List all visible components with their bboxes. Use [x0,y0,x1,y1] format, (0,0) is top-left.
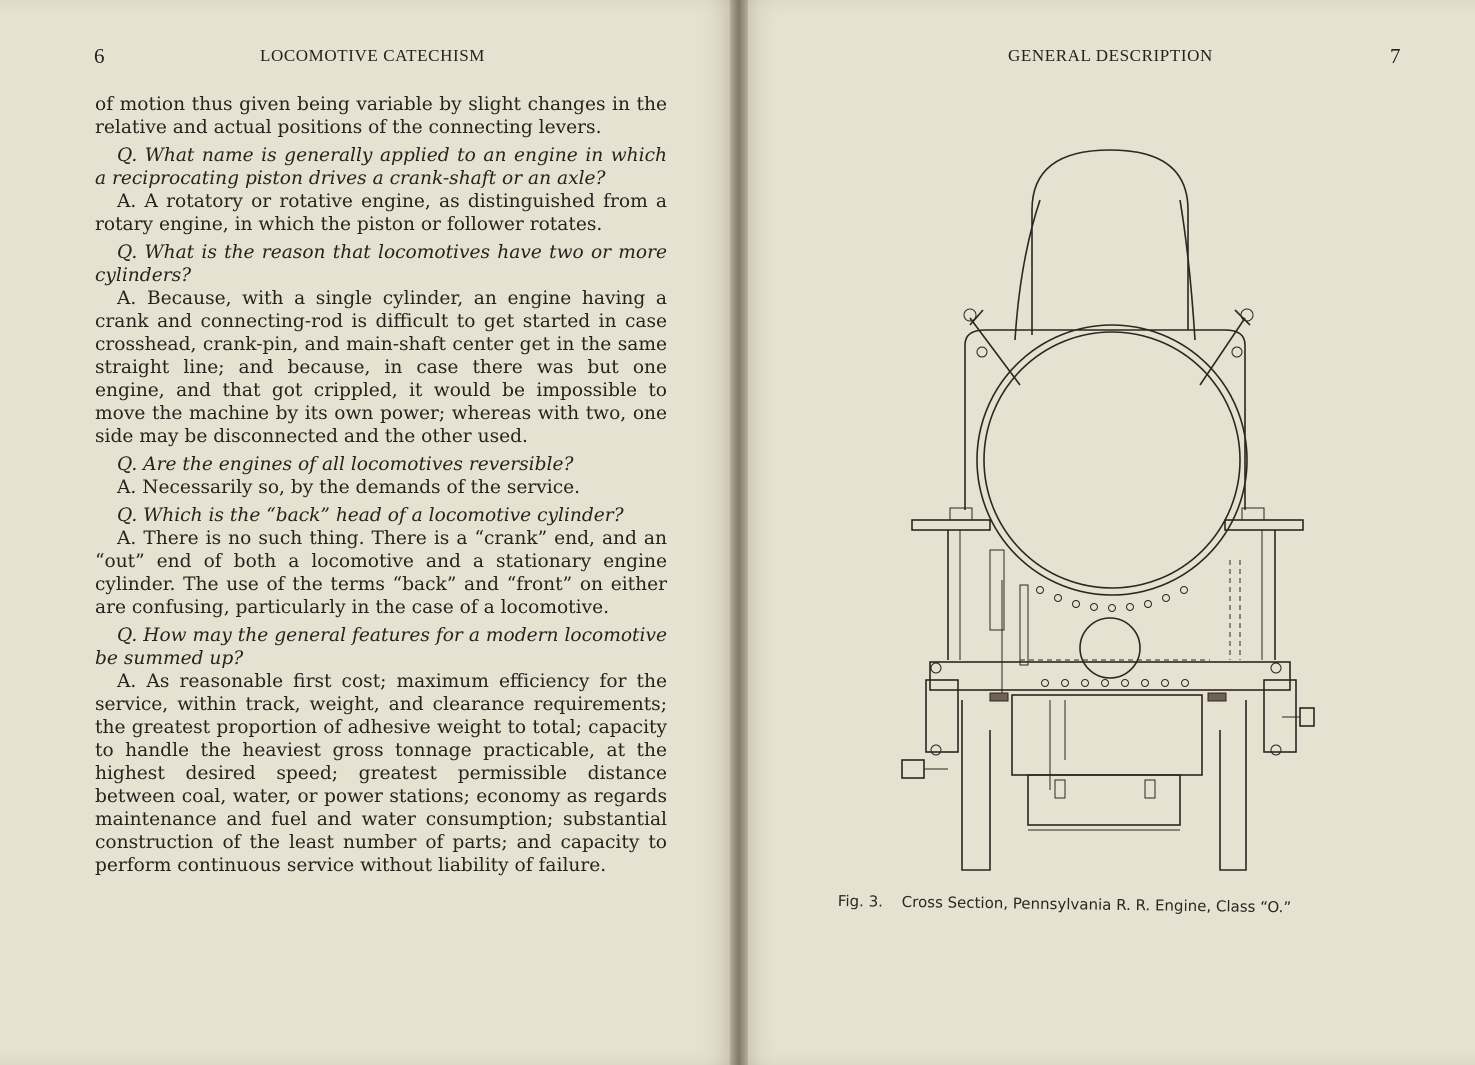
question-3: Q. Are the engines of all locomotives reversible? [117,454,574,475]
answer-4: A. There is no such thing. There is a “crank” end, and an “out” end of both a locomotive and a stationary engine cylinder. The use of the terms “back” and “front” on either are confusing, particularly in the case of a locomotive. [95,528,667,618]
right-running-head: GENERAL DESCRIPTION [1008,46,1213,65]
answer-1: A. A rotatory or rotative engine, as distinguished from a rotary engine, in which the piston or follower rotates. [95,191,667,235]
question-2: Q. What is the reason that locomotives have two or more cylinders? [95,242,667,286]
locomotive-cross-section-drawing [890,140,1320,880]
answer-5: A. As reasonable first cost; maximum efficiency for the service, within track, weight, and clearance requirements; the greatest proportion of adhesive weight to total; capacity to handle the heaviest gross tonnage practicable, at the highest desired speed; greatest permissible distance between coal, water, or power stations; economy as regards maintenance and fuel and water consumption; substantial construction of the least number of parts; and capacity to perform continuous service without liability of failure. [95,671,667,876]
answer-3: A. Necessarily so, by the demands of the service. [117,477,581,498]
figure-label: Fig. 3. [837,892,884,911]
paragraph-continuation: of motion thus given being variable by slight changes in the relative and actual positions of the connecting levers. [95,94,667,138]
question-1: Q. What name is generally applied to an engine in which a reciprocating piston drives a crank-shaft or an axle? [95,145,667,189]
question-5: Q. How may the general features for a modern locomotive be summed up? [95,625,667,669]
answer-2: A. Because, with a single cylinder, an engine having a crank and connecting-rod is difficult to get started in case crosshead, crank-pin, and main-shaft center get in the same straight line; and because, in case there was but one engine, and that got crippled, it would be impossible to move the machine by its own power; whereas with two, one side may be disconnected and the other used. [95,288,667,447]
question-4: Q. Which is the “back” head of a locomotive cylinder? [117,505,624,526]
figure-caption-text: Cross Section, Pennsylvania R. R. Engine, Class “O.” [901,892,1292,917]
left-running-head: LOCOMOTIVE CATECHISM [260,46,485,65]
right-page-number: 7 [1390,44,1401,68]
left-body-text [95,93,667,882]
book-gutter [730,0,748,1065]
left-page-number: 6 [94,44,105,68]
